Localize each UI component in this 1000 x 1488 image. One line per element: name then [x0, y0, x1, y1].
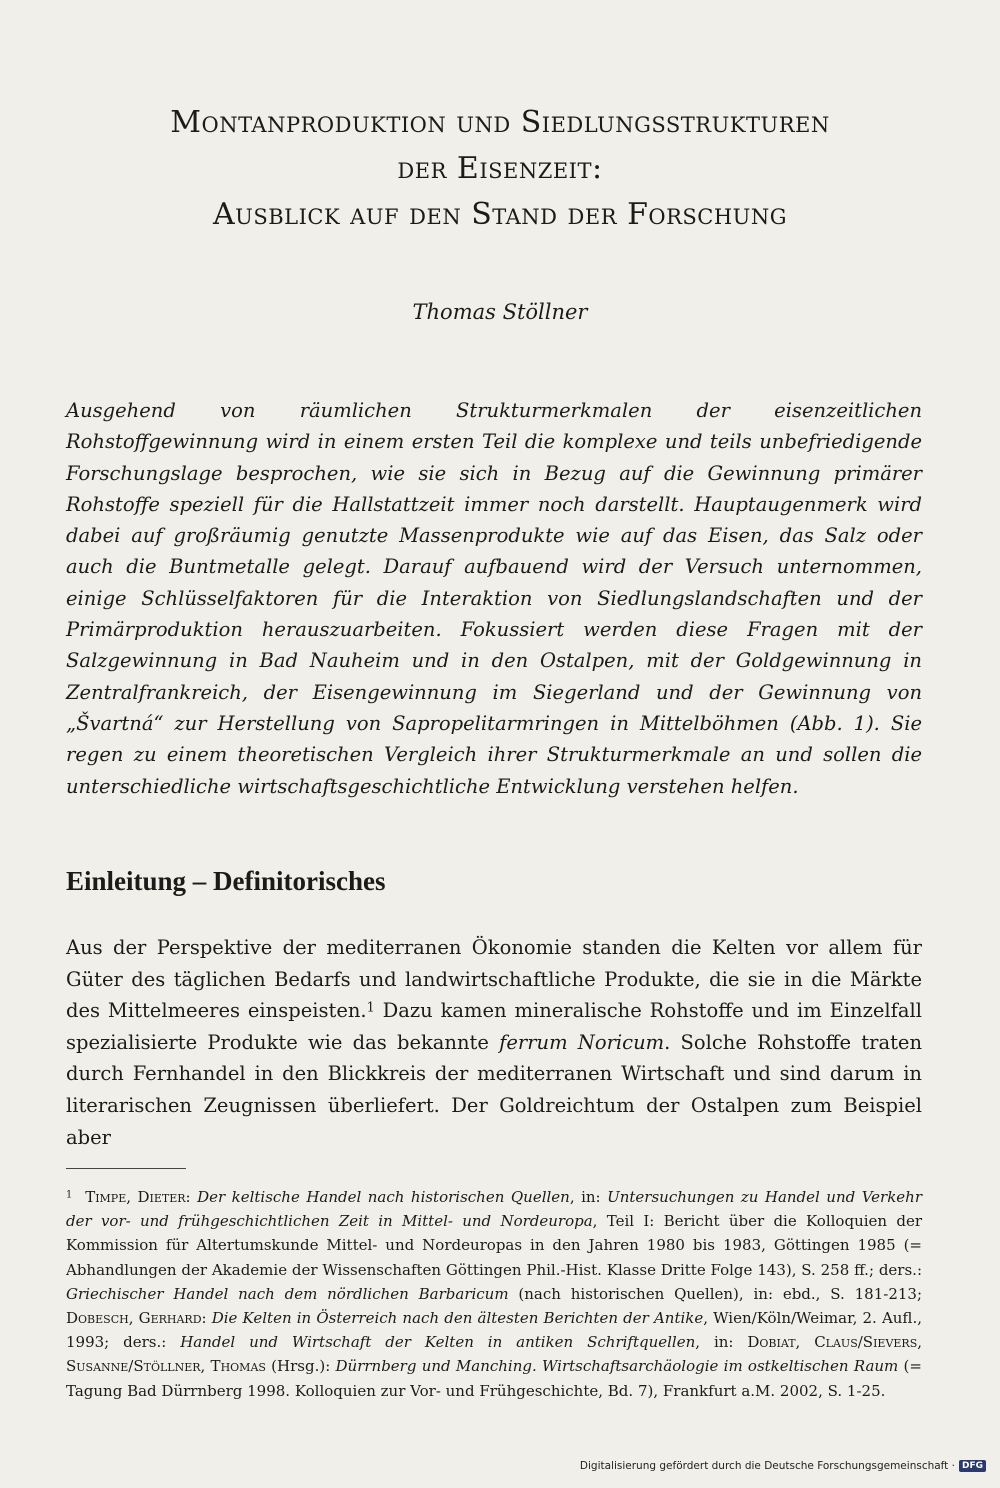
footnote-text-7: (= Tagung Bad Dürrnberg 1998. Kolloquien zur Vor- und Frühgeschichte, Bd. 7), Frankfurt a.M. 2002, S. 1-25. — [66, 1357, 922, 1400]
footnote — [66, 1185, 922, 1403]
author-name: Thomas Stöllner — [412, 300, 588, 324]
title-line-1: Montanproduktion und Siedlungsstrukturen — [170, 105, 830, 140]
footnote-text-1: , in: — [569, 1188, 608, 1206]
body-paragraph — [66, 932, 922, 1153]
title-line-3: Ausblick auf den Stand der Forschung — [212, 197, 788, 232]
body-text-part-3: . Solche Rohstoffe traten durch Fernhandel in den Blickkreis der mediterranen Wirtschaft und sind darum in literarischen Zeugnissen überliefert. Der Goldreichtum der Ostalpen zum Beispiel aber — [66, 1030, 923, 1149]
body-text-part-1: Aus der Perspektive der mediterranen Ökonomie standen die Kelten vor allem für Güter des täglichen Bedarfs und landwirtschaftliche Produkte, die sie in die Märkte des Mittelmeeres einspeisten. — [66, 936, 922, 1023]
footnote-title-5: Handel und Wirtschaft der Kelten in antiken Schriftquellen — [180, 1333, 696, 1352]
footnote-title-3: Griechischer Handel nach dem nördlichen Barbaricum — [66, 1284, 509, 1303]
abstract: Ausgehend von räumlichen Strukturmerkmalen der eisenzeitlichen Rohstoffgewinnung wird in einem ersten Teil die komplexe und teils unbefriedigende Forschungslage besprochen, wie sie sich in Bezug auf die Gewinnung primärer Rohstoffe speziell für die Hallstattzeit immer noch darstellt. Hauptaugenmerk wird dabei auf großräumig genutzte Massenprodukte wie auf das Eisen, das Salz oder auch die Buntmetalle gelegt. Darauf aufbauend wird der Versuch unternommen, einige Schlüsselfaktoren für die Interaktion von Siedlungslandschaften und der Primärproduktion herauszuarbeiten. Fokussiert werden diese Fragen mit der Salzgewinnung in Bad Nauheim und in den Ostalpen, mit der Goldgewinnung in Zentralfrankreich, der Eisengewinnung im Siegerland und der Gewinnung von „Švartná“ zur Herstellung von Sapropelitarmringen in Mittelböhmen (Abb. 1). Sie regen zu einem theoretischen Vergleich ihrer Strukturmerkmale an und sollen die unterschiedliche wirtschaftsgeschichtliche Entwicklung verstehen helfen. — [66, 399, 922, 798]
digitization-credit — [580, 1460, 986, 1472]
footnote-title-6: Dürrnberg und Manching. Wirtschaftsarchäologie im ostkeltischen Raum — [335, 1357, 899, 1376]
article-title — [40, 100, 960, 238]
footnote-author-1: Timpe, Dieter: — [85, 1188, 191, 1206]
footnote-text-4: , Wien/Köln/Weimar, 2. Aufl., 1993; ders.: — [66, 1309, 922, 1352]
body-text-part-2: Dazu kamen mineralische Rohstoffe und im Einzelfall spezialisierte Produkte wie das bekannte — [66, 999, 922, 1054]
footnote-divider — [66, 1168, 186, 1169]
footnote-author-3: Dobiat, Claus/Sievers, Susanne/Stöllner, Thomas — [66, 1333, 922, 1376]
footnote-author-2: Dobesch, Gerhard: — [66, 1309, 207, 1328]
footnote-text-2: , Teil I: Bericht über die Kolloquien der Kommission für Altertumskunde Mittel- und Nordeuropas in den Jahren 1980 bis 1983, Göttingen 1985 (= Abhandlungen der Akademie der Wissenschaften Göttingen Phil.-Hist. Klasse Dritte Folge 143), S. 258 ff.; ders.: — [66, 1212, 923, 1279]
footnote-title-4: Die Kelten in Österreich nach den ältesten Berichten der Antike — [206, 1309, 704, 1328]
footnote-title-1: Der keltische Handel nach historischen Quellen — [190, 1188, 570, 1206]
footnote-text-5: , in: — [695, 1333, 748, 1352]
footnote-reference[interactable]: 1 — [366, 999, 375, 1015]
section-heading: Einleitung – Definitorisches — [66, 866, 386, 896]
footnote-number: 1 — [66, 1189, 73, 1201]
footnote-text-6: (Hrsg.): — [265, 1357, 336, 1376]
title-line-2: der Eisenzeit: — [397, 151, 603, 186]
footnote-title-2: Untersuchungen zu Handel und Verkehr der vor- und frühgeschichtlichen Zeit in Mittel- und Nordeuropa — [66, 1188, 923, 1231]
credit-text: Digitalisierung gefördert durch die Deutsche Forschungsgemeinschaft · — [579, 1460, 955, 1472]
body-italic-term: ferrum Noricum — [499, 1030, 665, 1054]
footnote-text-3: (nach historischen Quellen), in: ebd., S. 181-213; — [508, 1284, 922, 1303]
dfg-logo-icon: DFG — [959, 1460, 986, 1472]
